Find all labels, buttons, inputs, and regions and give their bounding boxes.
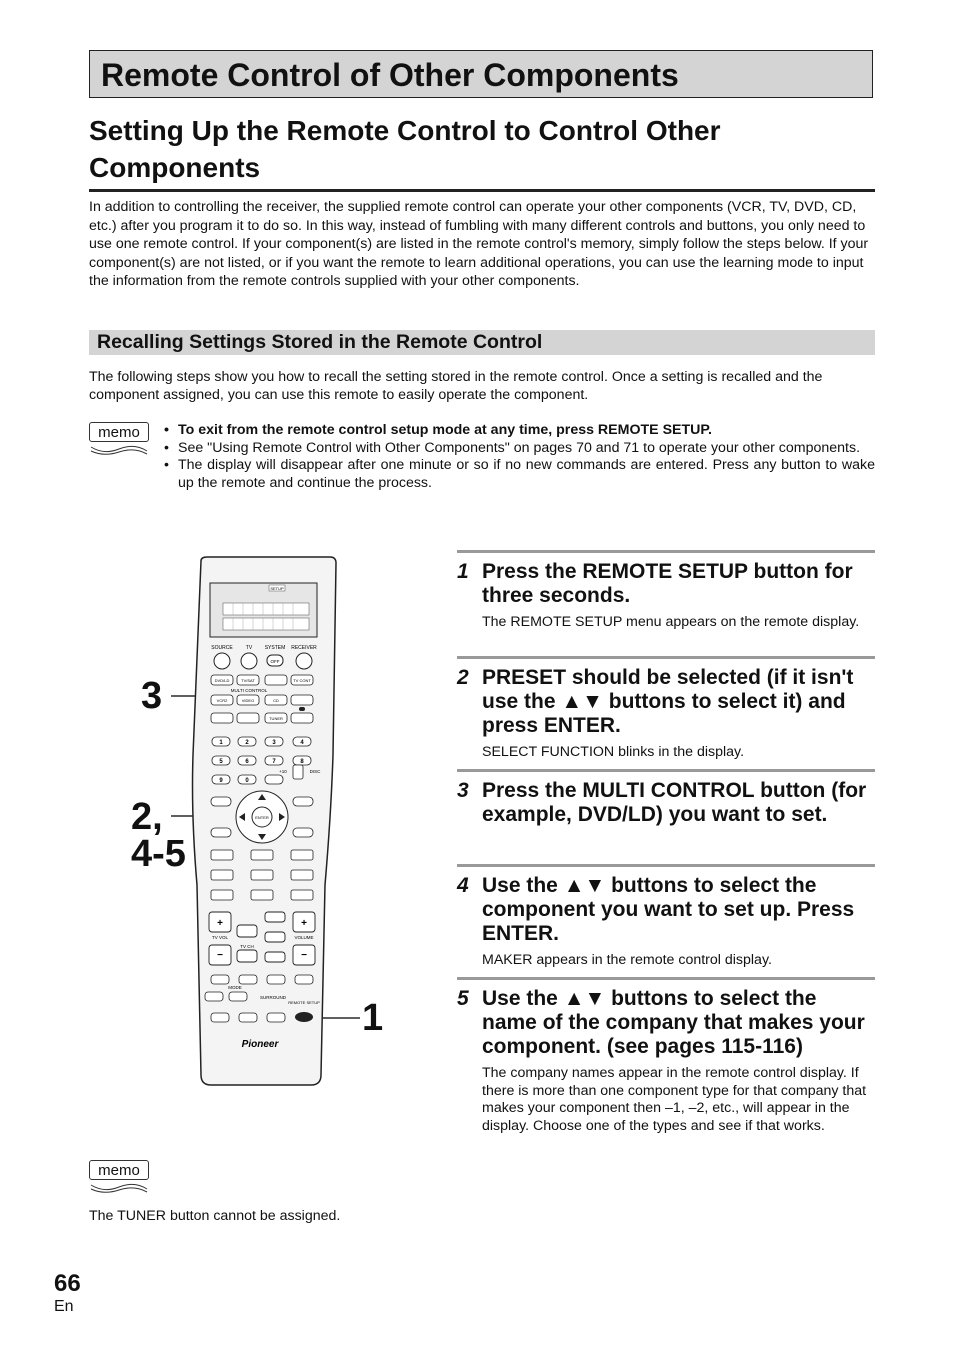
- svg-text:+10: +10: [279, 769, 287, 774]
- svg-text:−: −: [217, 950, 223, 961]
- chapter-title: Remote Control of Other Components: [89, 50, 873, 98]
- step-4: 4 Use the ▲▼ buttons to select the component you want to set up. Press ENTER. MAKER appears in the remote control display.: [457, 864, 875, 970]
- step-heading: PRESET should be selected (if it isn't use the ▲▼ buttons to select it) and press ENTER.: [482, 666, 854, 737]
- svg-text:3: 3: [272, 740, 276, 746]
- svg-text:TV CH: TV CH: [240, 944, 254, 949]
- memo-badge: [89, 422, 149, 460]
- svg-text:SURROUND: SURROUND: [259, 995, 287, 1000]
- remote-setup-button: [295, 1012, 313, 1022]
- step-3: 3 Press the MULTI CONTROL button (for example, DVD/LD) you want to set.: [457, 769, 875, 827]
- label-system: SYSTEM: [264, 645, 286, 651]
- svg-text:+: +: [301, 918, 307, 929]
- callout-3: 3: [141, 675, 163, 717]
- svg-text:+: +: [217, 918, 223, 929]
- step-5: 5 Use the ▲▼ buttons to select the name of the company that makes your component. (see pages 115-116) The company names appear in the remote control display. If there is more than one component type for that company that makes your component then –1, –2, etc., will appear in the display. Choose one of the types and see if that works.: [457, 977, 875, 1135]
- svg-text:ENTER: ENTER: [255, 815, 269, 820]
- svg-text:2: 2: [245, 740, 249, 746]
- lcd-tag: SETUP: [270, 586, 284, 591]
- svg-text:0: 0: [245, 778, 249, 784]
- callout-2: 2,: [131, 796, 163, 838]
- svg-text:TV VOL: TV VOL: [211, 935, 229, 940]
- memo-note: • The display will disappear after one minute or so if no new commands are entered. Press any button to wake up the remote and continue the process.: [162, 457, 875, 492]
- label-tv: TV: [245, 645, 253, 651]
- remote-control-illustration: [165, 555, 375, 1090]
- memo-note: • See "Using Remote Control with Other Components" on pages 70 and 71 to operate your other components.: [162, 440, 875, 458]
- svg-text:8: 8: [300, 759, 304, 765]
- svg-text:VCR2: VCR2: [216, 698, 228, 703]
- step-2: 2 PRESET should be selected (if it isn't use the ▲▼ buttons to select it) and press ENTER. SELECT FUNCTION blinks in the display.: [457, 656, 875, 762]
- off-label: OFF: [270, 659, 280, 664]
- svg-text:4: 4: [300, 740, 304, 746]
- pioneer-logo: Pioneer: [241, 1039, 279, 1050]
- memo-wave-icon: [89, 445, 149, 455]
- receiver-power-button: [296, 653, 312, 669]
- svg-text:9: 9: [219, 778, 223, 784]
- subsection-title: Recalling Settings Stored in the Remote Control: [89, 330, 875, 355]
- step-heading: Use the ▲▼ buttons to select the name of the company that makes your component. (see pages 115-116): [482, 987, 865, 1058]
- callout-4-5: 4-5: [131, 833, 186, 875]
- svg-text:CD: CD: [273, 698, 279, 703]
- tuner-note: The TUNER button cannot be assigned.: [89, 1208, 341, 1224]
- step-1: 1 Press the REMOTE SETUP button for three seconds. The REMOTE SETUP menu appears on the remote display.: [457, 550, 875, 632]
- page-language: En: [54, 1298, 74, 1315]
- svg-text:TV CONT: TV CONT: [293, 678, 311, 683]
- multi-control-label: MULTI CONTROL: [230, 688, 268, 693]
- label-source: SOURCE: [211, 645, 233, 651]
- svg-text:REMOTE SETUP: REMOTE SETUP: [288, 1000, 320, 1005]
- svg-text:7: 7: [272, 759, 276, 765]
- svg-text:TV/SAT: TV/SAT: [241, 678, 255, 683]
- step-heading: Use the ▲▼ buttons to select the component you want to set up. Press ENTER.: [482, 874, 855, 945]
- memo-label: memo: [89, 1160, 149, 1180]
- page-number: 66: [54, 1270, 81, 1297]
- svg-text:VIDEO: VIDEO: [241, 698, 255, 703]
- steps-intro-paragraph: The following steps show you how to recall the setting stored in the remote control. Once a setting is recalled and the component assigned, you can use this remote to easily operate the component.: [89, 369, 823, 403]
- svg-text:1: 1: [219, 740, 223, 746]
- memo-wave-icon: [89, 1183, 149, 1193]
- tv-power-button: [241, 653, 257, 669]
- step-description: The REMOTE SETUP menu appears on the remote display.: [482, 614, 860, 630]
- step-description: MAKER appears in the remote control display.: [482, 952, 772, 968]
- svg-text:VOLUME: VOLUME: [294, 935, 314, 940]
- svg-text:MODE: MODE: [228, 985, 242, 990]
- memo-note: • To exit from the remote control setup mode at any time, press REMOTE SETUP.: [162, 422, 875, 440]
- callout-1: 1: [362, 997, 384, 1039]
- memo-badge-bottom: [89, 1160, 149, 1198]
- svg-text:DVD/LD: DVD/LD: [214, 678, 230, 683]
- svg-text:TUNER: TUNER: [269, 716, 283, 721]
- svg-text:5: 5: [219, 759, 223, 765]
- memo-notes: [162, 422, 875, 492]
- svg-text:DISC: DISC: [309, 769, 321, 774]
- section-title: Setting Up the Remote Control to Control Other Components: [89, 112, 875, 192]
- intro-paragraph: In addition to controlling the receiver, the supplied remote control can operate your other components (VCR, TV, DVD, CD, etc.) after you program it to do so. In this way, instead of fumbling with many different controls and buttons, you only need to use one remote control. If your component(s) are listed in the remote control's memory, simply follow the steps below. If your component(s) are not listed, or if you want the remote to learn additional operations, you can use the learning mode to input the information from the remote controls supplied with your other components.: [89, 199, 869, 290]
- label-receiver: RECEIVER: [291, 645, 317, 651]
- step-heading: Press the REMOTE SETUP button for three seconds.: [482, 560, 853, 607]
- svg-text:−: −: [301, 950, 307, 961]
- step-description: The company names appear in the remote control display. If there is more than one component type for that company that makes your component then –1, –2, etc., will appear in the display. Choose one of the types and see if that works.: [482, 1065, 867, 1134]
- memo-label: memo: [89, 422, 149, 442]
- source-power-button: [214, 653, 230, 669]
- step-description: SELECT FUNCTION blinks in the display.: [482, 744, 745, 760]
- step-heading: Press the MULTI CONTROL button (for example, DVD/LD) you want to set.: [482, 779, 867, 826]
- svg-text:6: 6: [245, 759, 249, 765]
